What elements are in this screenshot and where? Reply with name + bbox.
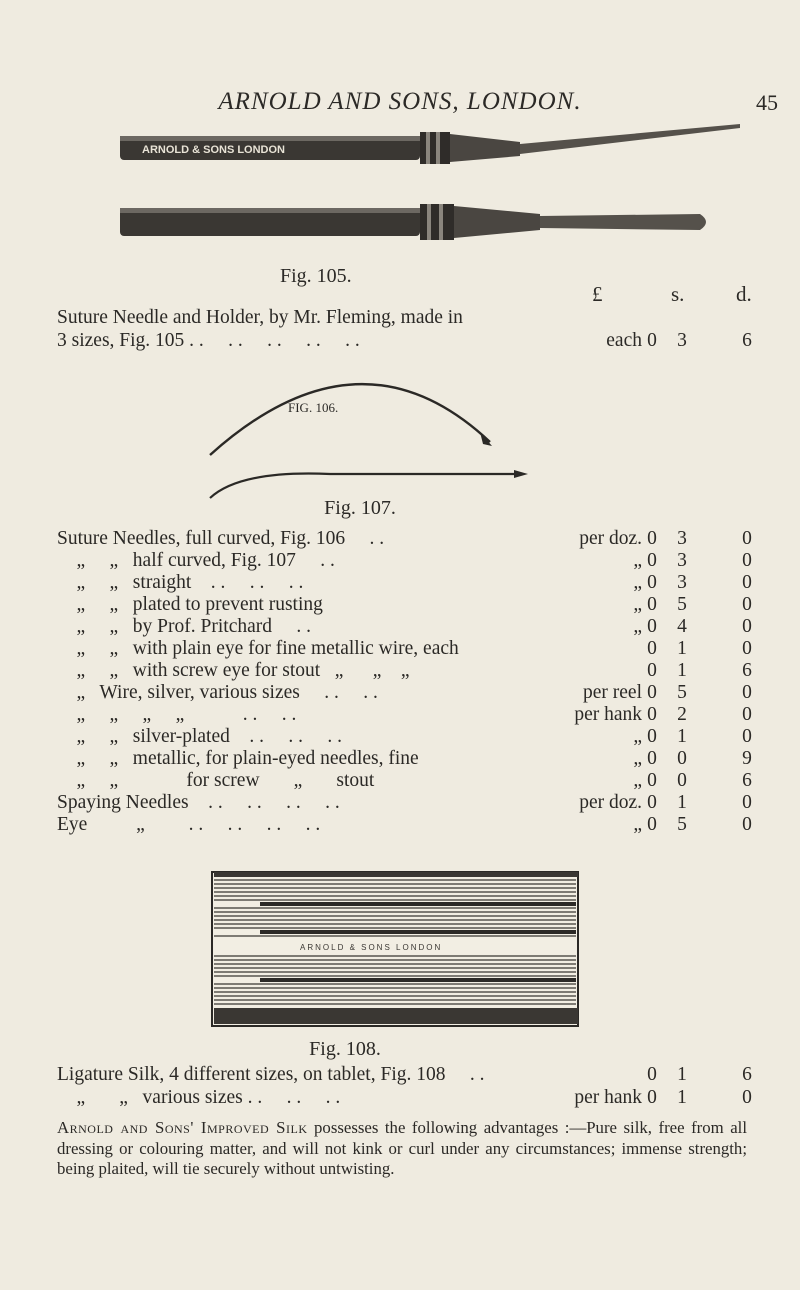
price-pounds: 0 bbox=[647, 550, 657, 571]
fig-106-107-illustration bbox=[180, 360, 540, 510]
price-shillings: 4 bbox=[677, 616, 687, 637]
price-pence: 9 bbox=[742, 748, 752, 769]
price-pounds: 0 bbox=[647, 572, 657, 593]
price-shillings: 3 bbox=[677, 572, 687, 593]
price-pounds: 0 bbox=[647, 748, 657, 769]
half-curved-needle bbox=[210, 474, 520, 499]
price-pence: 6 bbox=[742, 770, 752, 791]
entry-label: „ „ metallic, for plain-eyed needles, fine bbox=[57, 748, 419, 769]
entry-unit: „ bbox=[633, 748, 642, 769]
entry-unit: „ bbox=[633, 770, 642, 791]
price-pence: 0 bbox=[742, 638, 752, 659]
price-pounds: 0 bbox=[647, 1064, 657, 1085]
entry-label: „ „ silver-plated . . . . . . bbox=[57, 726, 343, 747]
entry-label: „ Wire, silver, various sizes . . . . bbox=[57, 682, 378, 703]
price-shillings: 5 bbox=[677, 682, 687, 703]
silk-description bbox=[57, 1118, 747, 1180]
silk-description-text: possesses the following advantages :—Pure silk, free from all dressing or colouring matter, and will not kink or curl under any circumstances; immense strength; being plaited, will tie securely without untwisting. bbox=[57, 1118, 747, 1178]
price-pounds: 0 bbox=[647, 770, 657, 791]
engraving-text: ARNOLD & SONS LONDON bbox=[300, 943, 443, 952]
price-shillings: 1 bbox=[677, 726, 687, 747]
entry-label: Eye „ . . . . . . . . bbox=[57, 814, 321, 835]
entry-label: Ligature Silk, 4 different sizes, on tablet, Fig. 108 . . bbox=[57, 1064, 485, 1085]
needle-price-list bbox=[0, 528, 800, 868]
list-item bbox=[57, 528, 757, 550]
list-item bbox=[57, 594, 757, 616]
entry-label: „ „ with screw eye for stout „ „ „ bbox=[57, 660, 410, 681]
price-pence: 0 bbox=[742, 814, 752, 835]
running-header: ARNOLD AND SONS, LONDON. bbox=[218, 88, 582, 115]
fig-108-illustration bbox=[200, 868, 600, 1034]
price-pounds: 0 bbox=[647, 814, 657, 835]
entry-unit: per reel bbox=[583, 682, 642, 703]
list-item bbox=[57, 792, 757, 814]
entry-unit: each bbox=[606, 330, 642, 351]
fig-107-caption: Fig. 107. bbox=[324, 497, 396, 519]
list-item bbox=[57, 572, 757, 594]
entry-unit: „ bbox=[633, 726, 642, 747]
needle-holder-closed bbox=[120, 124, 740, 164]
price-pence: 0 bbox=[742, 572, 752, 593]
entry-label: Suture Needles, full curved, Fig. 106 . . bbox=[57, 528, 385, 549]
entry-label: Suture Needle and Holder, by Mr. Fleming, made in bbox=[57, 307, 463, 328]
price-pence: 6 bbox=[742, 330, 752, 351]
entry-label: „ „ plated to prevent rusting bbox=[57, 594, 323, 615]
list-item bbox=[57, 616, 757, 638]
holder-entry-line2 bbox=[57, 330, 757, 352]
list-item bbox=[57, 1087, 757, 1109]
entry-label: „ „ various sizes . . . . . . bbox=[57, 1087, 341, 1108]
pounds-header: £ bbox=[592, 282, 603, 306]
price-pounds: 0 bbox=[647, 594, 657, 615]
list-item bbox=[57, 550, 757, 572]
list-item bbox=[57, 638, 757, 660]
price-shillings: 3 bbox=[677, 550, 687, 571]
price-pence: 0 bbox=[742, 726, 752, 747]
entry-label: „ „ straight . . . . . . bbox=[57, 572, 304, 593]
entry-unit: per doz. bbox=[579, 792, 642, 813]
price-pence: 0 bbox=[742, 616, 752, 637]
entry-unit: „ bbox=[633, 572, 642, 593]
entry-unit: „ bbox=[633, 616, 642, 637]
price-pounds: 0 bbox=[647, 1087, 657, 1108]
entry-label: „ „ with plain eye for fine metallic wire, each bbox=[57, 638, 459, 659]
fig-105-illustration bbox=[100, 120, 740, 295]
entry-label: „ „ half curved, Fig. 107 . . bbox=[57, 550, 335, 571]
price-pence: 0 bbox=[742, 704, 752, 725]
price-pence: 0 bbox=[742, 550, 752, 571]
page-number: 45 bbox=[756, 90, 778, 115]
price-pounds: 0 bbox=[647, 528, 657, 549]
list-item bbox=[57, 770, 757, 792]
price-pounds: 0 bbox=[647, 726, 657, 747]
entry-unit: „ bbox=[633, 550, 642, 571]
engraving-text: ARNOLD & SONS LONDON bbox=[142, 144, 285, 156]
price-pence: 0 bbox=[742, 682, 752, 703]
entry-label: 3 sizes, Fig. 105 . . . . . . . . . . bbox=[57, 330, 360, 351]
fig-108-caption: Fig. 108. bbox=[309, 1038, 381, 1060]
list-item bbox=[57, 814, 757, 836]
price-pounds: 0 bbox=[647, 682, 657, 703]
price-pence: 0 bbox=[742, 528, 752, 549]
price-pence: 0 bbox=[742, 594, 752, 615]
entry-label: „ „ „ „ . . . . bbox=[57, 704, 297, 725]
full-curved-needle bbox=[210, 384, 490, 455]
price-pounds: 0 bbox=[647, 616, 657, 637]
entry-unit: „ bbox=[633, 594, 642, 615]
list-item bbox=[57, 748, 757, 770]
list-item bbox=[57, 1064, 757, 1086]
entry-unit: per hank bbox=[574, 1087, 642, 1108]
price-pounds: 0 bbox=[647, 330, 657, 351]
price-shillings: 1 bbox=[677, 1087, 687, 1108]
entry-label: „ „ by Prof. Pritchard . . bbox=[57, 616, 311, 637]
price-pence: 0 bbox=[742, 1087, 752, 1108]
price-shillings: 1 bbox=[677, 1064, 687, 1085]
price-shillings: 1 bbox=[677, 638, 687, 659]
price-shillings: 3 bbox=[677, 330, 687, 351]
price-shillings: 0 bbox=[677, 748, 687, 769]
list-item bbox=[57, 726, 757, 748]
list-item bbox=[57, 682, 757, 704]
pence-header: d. bbox=[736, 282, 752, 306]
list-item bbox=[57, 660, 757, 682]
price-shillings: 2 bbox=[677, 704, 687, 725]
entry-unit: „ bbox=[633, 814, 642, 835]
price-pence: 6 bbox=[742, 660, 752, 681]
entry-unit: per doz. bbox=[579, 528, 642, 549]
entry-label: Spaying Needles . . . . . . . . bbox=[57, 792, 340, 813]
entry-label: „ „ for screw „ stout bbox=[57, 770, 375, 791]
price-pence: 0 bbox=[742, 792, 752, 813]
price-pounds: 0 bbox=[647, 792, 657, 813]
price-pounds: 0 bbox=[647, 704, 657, 725]
price-shillings: 5 bbox=[677, 594, 687, 615]
price-shillings: 0 bbox=[677, 770, 687, 791]
price-shillings: 1 bbox=[677, 792, 687, 813]
needle-holder-open bbox=[120, 204, 706, 240]
price-pence: 6 bbox=[742, 1064, 752, 1085]
price-shillings: 1 bbox=[677, 660, 687, 681]
entry-unit: per hank bbox=[574, 704, 642, 725]
silk-description-lead: Arnold and Sons' Improved Silk bbox=[57, 1118, 308, 1137]
holder-entry-line1 bbox=[57, 307, 757, 329]
price-pounds: 0 bbox=[647, 660, 657, 681]
price-shillings: 5 bbox=[677, 814, 687, 835]
fig-106-label: FIG. 106. bbox=[288, 400, 339, 415]
price-pounds: 0 bbox=[647, 638, 657, 659]
list-item bbox=[57, 704, 757, 726]
price-shillings: 3 bbox=[677, 528, 687, 549]
shillings-header: s. bbox=[671, 282, 685, 306]
fig-105-caption: Fig. 105. bbox=[280, 265, 352, 287]
